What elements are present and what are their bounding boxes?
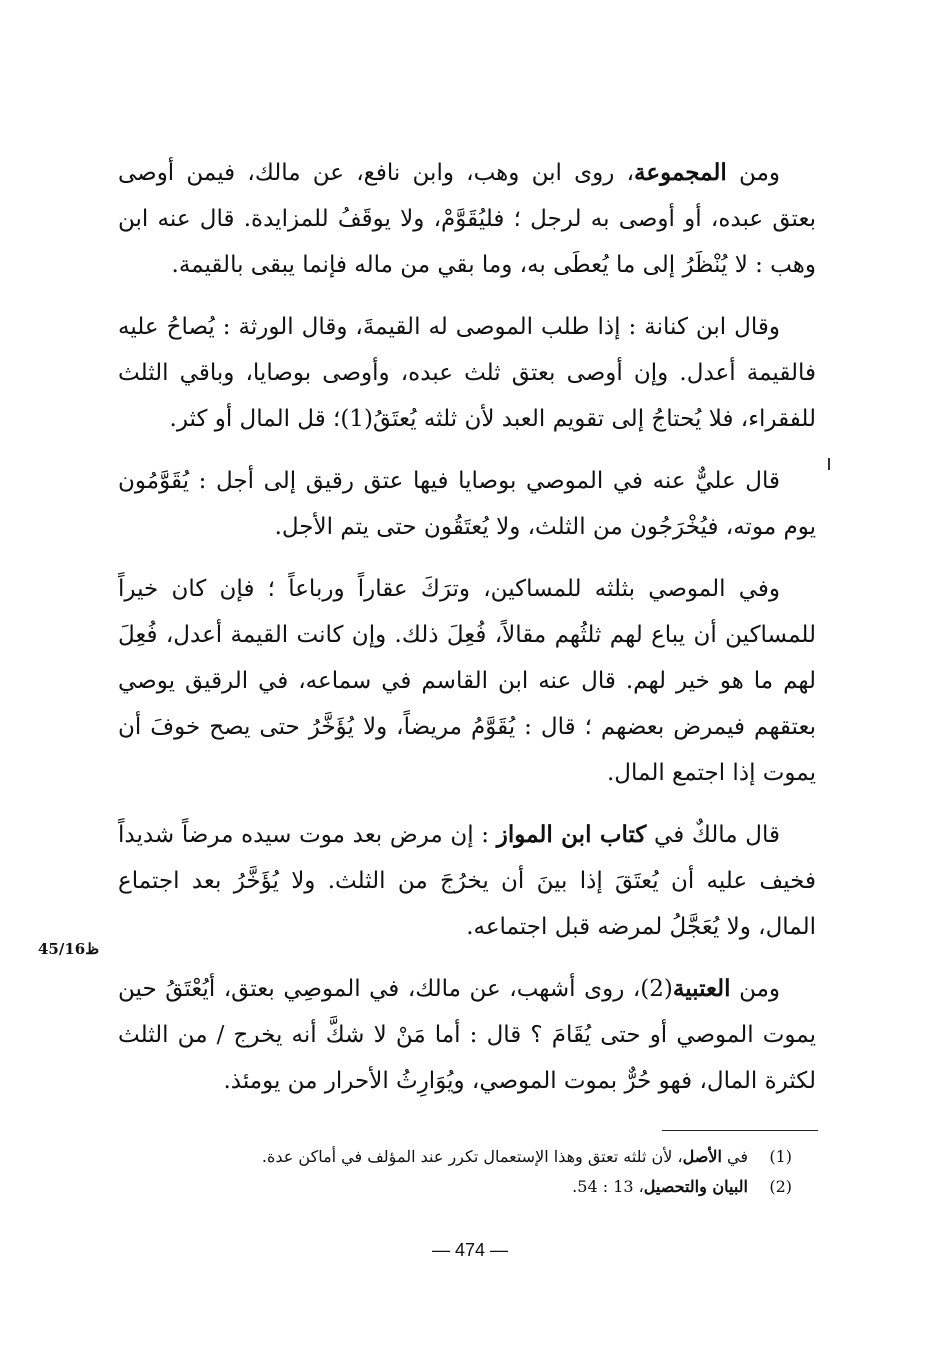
footnote-text: البيان والتحصيل، 13 : 54. (572, 1177, 748, 1196)
paragraph-3: قال عليٌّ عنه في الموصي بوصايا فيها عتق رقيق إلى أجل : يُقَوَّمُون يوم موته، فيُخْرَجُون من الثلث، ولا يُعتَقُون حتى يتم الأجل. (118, 468, 816, 540)
paragraph-1: ومن المجموعة، روى ابن وهب، وابن نافع، عن مالك، فيمن أوصى بعتق عبده، أو أوصى به لرجل ؛ فليُقَوَّمْ، ولا يوقَفُ للمزايدة. قال عنه ابن وهب : لا يُنْظَرُ إلى ما يُعطَى به، وما بقي من ماله فإنما يبقى بالقيمة. (118, 159, 816, 278)
bold-term: العتبية (672, 975, 731, 1002)
footnote-2 (118, 1172, 792, 1202)
footnote-number: (1) (769, 1147, 792, 1166)
footnote-separator (662, 1130, 818, 1131)
footnote-number: (2) (769, 1177, 792, 1196)
paragraph-6: ومن العتبية(2)، روى أشهب، عن مالك، في الموصِي بعتق، أيُعْتَقُ حين يموت الموصي أو حتى يُقَامَ ؟ قال : أما مَنْ لا شكَّ أنه يخرج / من الثلث لكثرة المال، فهو حُرٌّ بموت الموصي، ويُوَارِثُ الأحرار من يومئذ. (118, 975, 816, 1094)
bold-term: كتاب ابن المواز (496, 821, 647, 848)
footnote-text: في الأصل، لأن ثلثه تعتق وهذا الإستعمال تكرر عند المؤلف في أماكن عدة. (261, 1147, 748, 1166)
main-text (118, 150, 816, 1120)
page-number: — 474 — (431, 1240, 509, 1260)
stray-ink-mark (828, 458, 830, 470)
paragraph-2: وقال ابن كنانة : إذا طلب الموصى له القيمةَ، وقال الورثة : يُصاحُ عليه فالقيمة أعدل. وإن أوصى بعتق ثلث عبده، وأوصى بوصايا، وباقي الثلث للفقراء، فلا يُحتاجُ إلى تقويم العبد لأن ثلثه يُعتَقُ(1)؛ قل المال أو كثر. (118, 314, 816, 432)
paragraph-4: وفي الموصي بثلثه للمساكين، وترَكَ عقاراً ورباعاً ؛ فإن كان خيراً للمساكين أن يباع لهم ثلثُهم مقالاً، فُعِلَ ذلك. وإن كانت القيمة أعدل، فُعِلَ لهم ما هو خير لهم. قال عنه ابن القاسم في سماعه، في الرقيق يوصي بعتقهم فيمرض بعضهم ؛ قال : يُقَوَّمُ مريضاً، ولا يُؤَخَّرُ حتى يصح خوفَ أن يموت إذا اجتمع المال. (118, 576, 816, 786)
footnote-1 (118, 1142, 792, 1172)
footnotes (118, 1142, 792, 1202)
manuscript-folio-note: ظ45/16 (38, 940, 100, 958)
paragraph-5: قال مالكٌ في كتاب ابن المواز : إن مرض بعد موت سيده مرضاً شديداً فخيف عليه أن يُعتَقَ إذا بينَ أن يخرُجَ من الثلث. ولا يُؤَخَّرُ بعد اجتماع المال، ولا يُعَجَّلُ لمرضه قبل اجتماعه. (118, 821, 816, 940)
bold-term: المجموعة (634, 159, 727, 186)
